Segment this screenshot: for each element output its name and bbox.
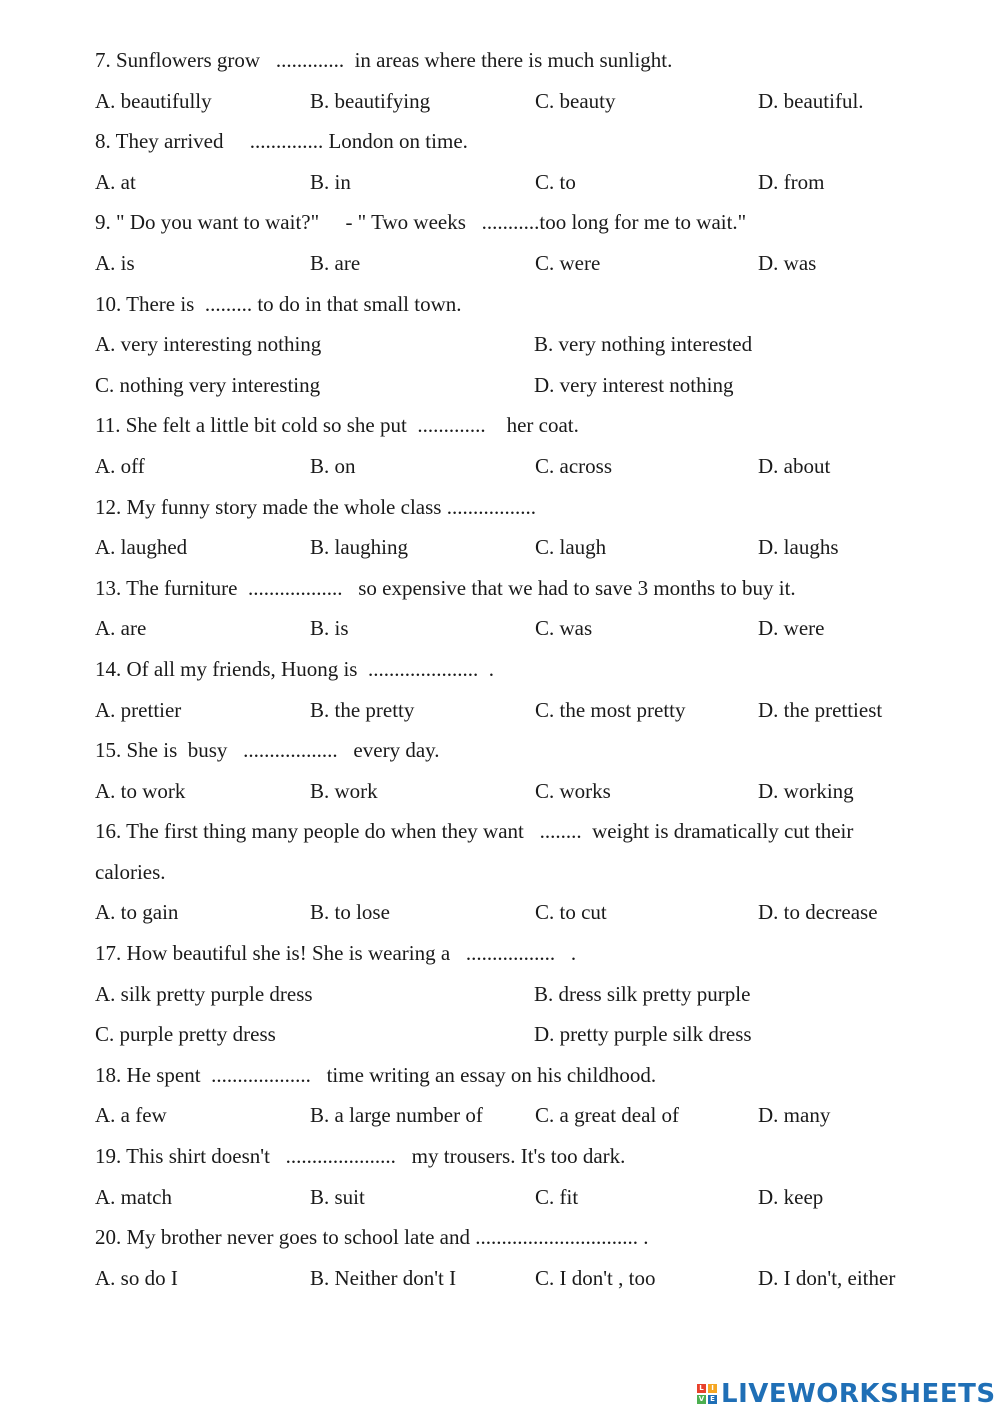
question-stem: 10. There is ......... to do in that small town.: [95, 291, 462, 316]
answer-option[interactable]: C. a great deal of: [535, 1103, 680, 1128]
answer-option[interactable]: A. to gain: [95, 900, 179, 925]
answer-option[interactable]: D. many: [758, 1103, 831, 1128]
logo-mark-square: I: [708, 1384, 717, 1393]
answer-option[interactable]: A. so do I: [95, 1265, 178, 1290]
answer-option[interactable]: C. the most pretty: [535, 697, 686, 722]
question-stem: 17. How beautiful she is! She is wearing a ................. .: [95, 941, 577, 966]
logo-text: LIVEWORKSHEETS: [721, 1379, 996, 1409]
options-row: [95, 365, 975, 406]
answer-option[interactable]: C. was: [535, 616, 593, 641]
answer-option[interactable]: D. the prettiest: [758, 697, 883, 722]
question-stem: 15. She is busy .................. every day.: [95, 738, 440, 763]
answer-option[interactable]: A. match: [95, 1184, 172, 1209]
answer-option[interactable]: D. was: [758, 250, 817, 275]
answer-option[interactable]: D. working: [758, 778, 854, 803]
options-row: [95, 608, 975, 649]
answer-option[interactable]: D. I don't, either: [758, 1265, 896, 1290]
logo-mark-square: L: [697, 1384, 706, 1393]
answer-option[interactable]: C. were: [535, 250, 601, 275]
answer-option[interactable]: B. beautifying: [310, 88, 431, 113]
options-row: [95, 162, 975, 203]
answer-option[interactable]: B. Neither don't I: [310, 1265, 457, 1290]
answer-option[interactable]: A. prettier: [95, 697, 182, 722]
logo-mark-square: V: [698, 1395, 705, 1403]
question-stem: 20. My brother never goes to school late and ............................... .: [95, 1225, 649, 1250]
answer-option[interactable]: A. at: [95, 169, 136, 194]
answer-option[interactable]: B. are: [310, 250, 361, 275]
answer-option[interactable]: D. pretty purple silk dress: [534, 1022, 752, 1047]
answer-option[interactable]: A. laughed: [95, 535, 188, 560]
logo-mark-square: E: [708, 1395, 717, 1404]
answer-option[interactable]: D. were: [758, 616, 825, 641]
answer-option[interactable]: C. purple pretty dress: [95, 1022, 276, 1047]
answer-option[interactable]: B. is: [310, 616, 349, 641]
answer-option[interactable]: A. very interesting nothing: [95, 332, 322, 357]
answer-option[interactable]: C. nothing very interesting: [95, 372, 321, 397]
options-row: [95, 690, 975, 731]
question-stem: 11. She felt a little bit cold so she put ............. her coat.: [95, 413, 579, 438]
answer-option[interactable]: D. keep: [758, 1184, 824, 1209]
options-row: [95, 1095, 975, 1136]
question-stem: 13. The furniture .................. so expensive that we had to save 3 months to buy it.: [95, 575, 796, 600]
question-stem: 16. The first thing many people do when they want ........ weight is dramatically cut their: [95, 819, 854, 844]
answer-option[interactable]: B. to lose: [310, 900, 390, 925]
liveworksheets-logo: [697, 1377, 996, 1411]
answer-option[interactable]: D. from: [758, 169, 825, 194]
options-row: [95, 1014, 975, 1055]
options-row: [95, 243, 975, 284]
answer-option[interactable]: A. are: [95, 616, 147, 641]
answer-option[interactable]: B. a large number of: [310, 1103, 483, 1128]
answer-option[interactable]: B. the pretty: [310, 697, 415, 722]
answer-option[interactable]: C. to cut: [535, 900, 607, 925]
answer-option[interactable]: C. works: [535, 778, 611, 803]
options-row: [95, 527, 975, 568]
answer-option[interactable]: C. across: [535, 453, 612, 478]
question-stem: 8. They arrived .............. London on time.: [95, 129, 468, 154]
answer-option[interactable]: A. off: [95, 453, 145, 478]
options-row: [95, 446, 975, 487]
question-stem-continued: calories.: [95, 859, 166, 884]
options-row: [95, 892, 975, 933]
worksheet: [95, 40, 975, 1298]
question-stem: 7. Sunflowers grow ............. in areas where there is much sunlight.: [95, 48, 673, 72]
answer-option[interactable]: D. about: [758, 453, 831, 478]
options-row: [95, 974, 975, 1015]
options-row: [95, 1177, 975, 1218]
answer-option[interactable]: B. work: [310, 778, 378, 803]
answer-option[interactable]: B. dress silk pretty purple: [534, 981, 751, 1006]
answer-option[interactable]: C. fit: [535, 1184, 579, 1209]
answer-option[interactable]: B. suit: [310, 1184, 365, 1209]
liveworksheets-logo-icon: [697, 1384, 717, 1404]
question-stem: 14. Of all my friends, Huong is ..................... .: [95, 656, 494, 681]
answer-option[interactable]: C. beauty: [535, 88, 616, 113]
options-row: [95, 324, 975, 365]
answer-option[interactable]: B. laughing: [310, 535, 408, 560]
answer-option[interactable]: C. to: [535, 169, 576, 194]
question-stem: 19. This shirt doesn't ..................... my trousers. It's too dark.: [95, 1144, 626, 1169]
options-row: [95, 81, 975, 122]
options-row: [95, 1258, 975, 1299]
answer-option[interactable]: D. beautiful.: [758, 88, 864, 113]
answer-option[interactable]: C. I don't , too: [535, 1265, 656, 1290]
answer-option[interactable]: A. a few: [95, 1103, 167, 1128]
answer-option[interactable]: B. in: [310, 169, 351, 194]
answer-option[interactable]: D. very interest nothing: [534, 372, 734, 397]
options-row: [95, 771, 975, 812]
answer-option[interactable]: A. is: [95, 250, 135, 275]
answer-option[interactable]: B. very nothing interested: [534, 332, 753, 357]
answer-option[interactable]: C. laugh: [535, 535, 607, 560]
answer-option[interactable]: A. to work: [95, 778, 186, 803]
question-stem: 12. My funny story made the whole class .................: [95, 494, 536, 519]
answer-option[interactable]: A. beautifully: [95, 88, 212, 113]
answer-option[interactable]: A. silk pretty purple dress: [95, 981, 313, 1006]
answer-option[interactable]: D. to decrease: [758, 900, 878, 925]
question-stem: 18. He spent ................... time writing an essay on his childhood.: [95, 1062, 657, 1087]
answer-option[interactable]: D. laughs: [758, 535, 839, 560]
answer-option[interactable]: B. on: [310, 453, 356, 478]
question-stem: 9. " Do you want to wait?" - " Two weeks ...........too long for me to wait.": [95, 210, 747, 235]
